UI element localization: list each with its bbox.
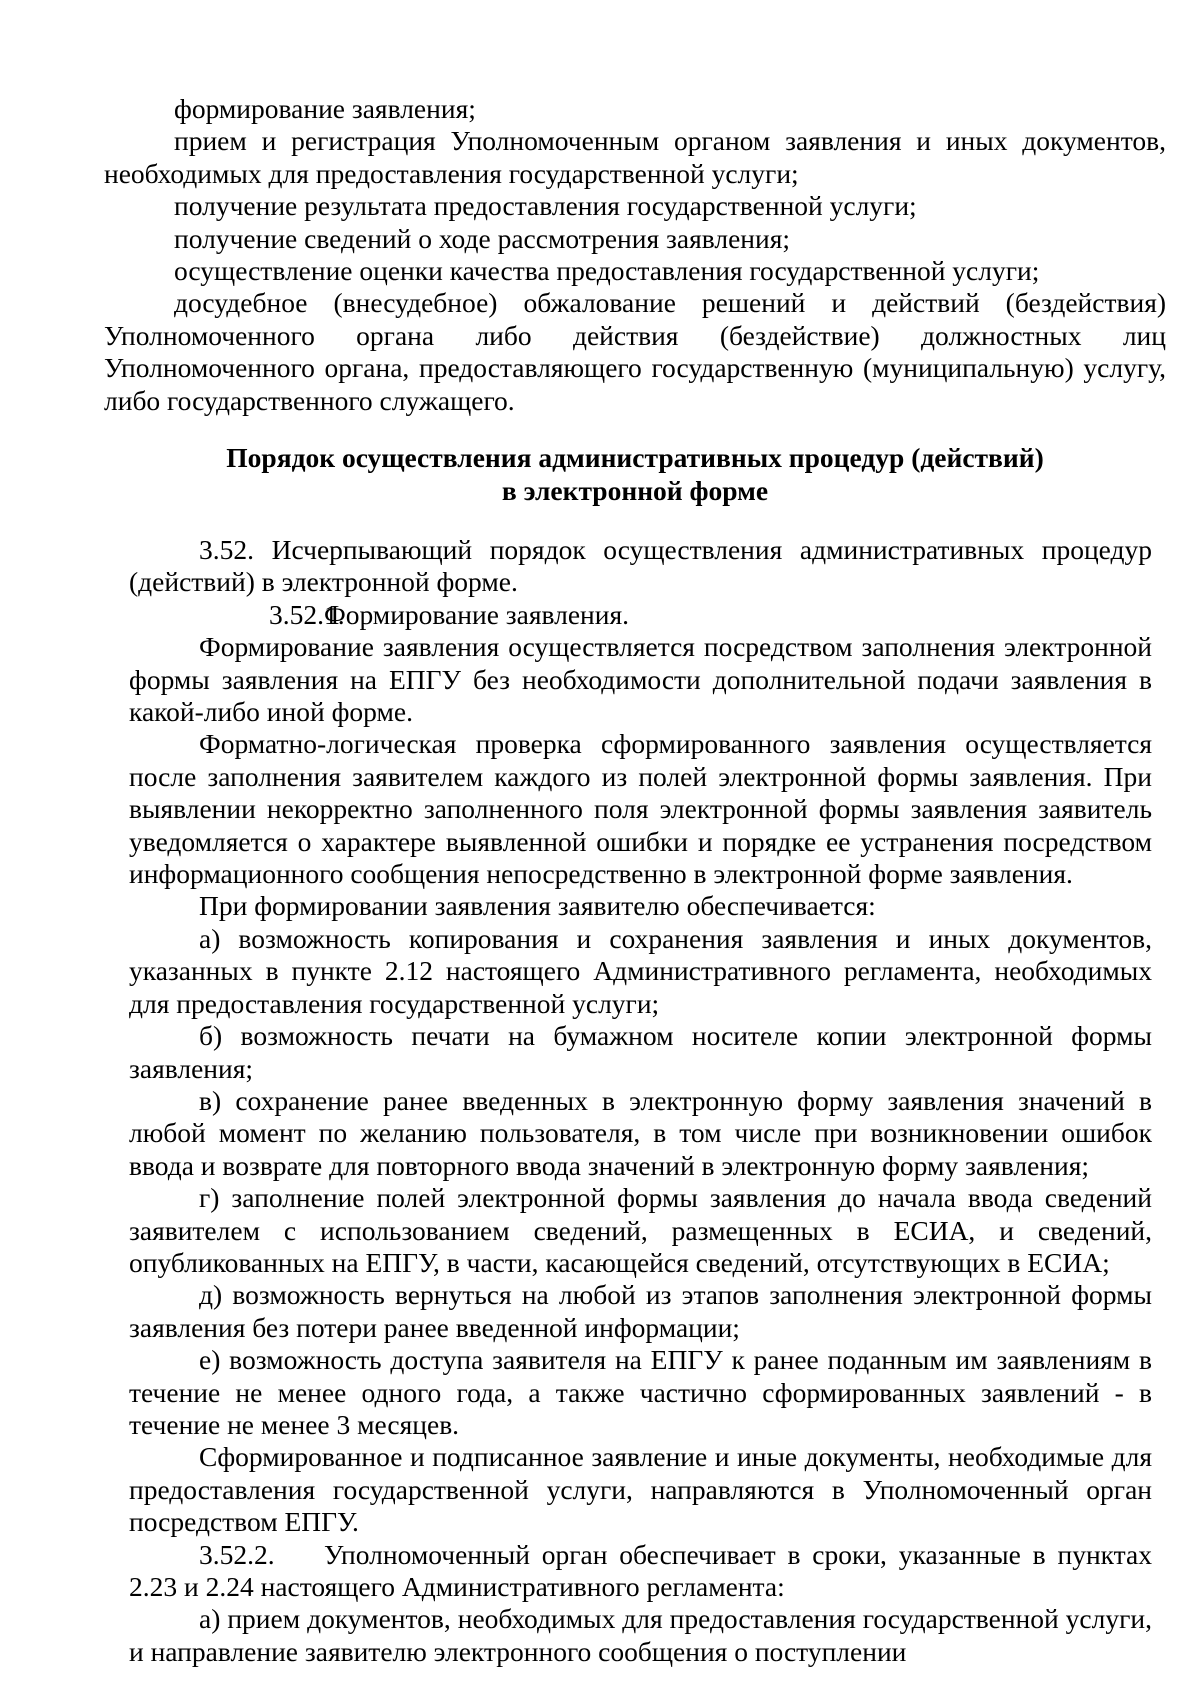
intro-item-2: прием и регистрация Уполномоченным органом заявления и иных документов, необходимых для предоставления государственной услуги; — [104, 125, 1166, 189]
intro-item-5: осуществление оценки качества предоставления государственной услуги; — [174, 255, 1040, 287]
clause-3-52-2-text: Уполномоченный орган обеспечивает в сроки, указанные в пунктах 2.23 и 2.24 настоящего Административного регламента: — [129, 1538, 1152, 1602]
paragraph-submission: Сформированное и подписанное заявление и иные документы, необходимые для предоставления государственной услуги, направляются в Уполномоченный орган посредством ЕПГУ. — [129, 1441, 1152, 1538]
clause-3-52-2-number: 3.52.2. — [199, 1538, 275, 1570]
paragraph-format-check: Форматно-логическая проверка сформированного заявления осуществляется после заполнения заявителем каждого из полей электронной формы заявления. При выявлении некорректно заполненного поля электронной формы заявления заявитель уведомляется о характере выявленной ошибки и порядке ее устранения посредством информационного сообщения непосредственно в электронной форме заявления. — [129, 728, 1152, 890]
intro-item-4: получение сведений о ходе рассмотрения заявления; — [174, 222, 790, 254]
paragraph-provided-list-intro: При формировании заявления заявителю обеспечивается: — [199, 890, 876, 922]
clause-3-52: 3.52. Исчерпывающий порядок осуществления административных процедур (действий) в электронной форме. — [129, 534, 1152, 598]
main-body — [129, 534, 1152, 1668]
section-heading-line-2: в электронной форме — [501, 475, 769, 506]
intro-list — [104, 93, 1166, 417]
intro-item-1: формирование заявления; — [174, 93, 476, 124]
intro-item-6: досудебное (внесудебное) обжалование решений и действий (бездействия) Уполномоченного органа либо действия (бездействие) должностных лиц Уполномоченного органа, предоставляющего государственную (муниципальную) услугу, либо государственного служащего. — [104, 287, 1166, 416]
list-item-v: в) сохранение ранее введенных в электронную форму заявления значений в любой момент по желанию пользователя, в том числе при возникновении ошибок ввода и возврате для повторного ввода значений в электронную форму заявления; — [129, 1084, 1152, 1181]
clause-3-52-1-header — [129, 599, 1152, 631]
clause-3-52-2 — [129, 1539, 1152, 1604]
paragraph-epgu-forming: Формирование заявления осуществляется посредством заполнения электронной формы заявления на ЕПГУ без необходимости дополнительной подачи заявления в какой-либо иной форме. — [129, 631, 1152, 728]
list-item-g: г) заполнение полей электронной формы заявления до начала ввода сведений заявителем с использованием сведений, размещенных в ЕСИА, и сведений, опубликованных на ЕПГУ, в части, касающейся сведений, отсутствующих в ЕСИА; — [129, 1182, 1152, 1278]
list-item-b: б) возможность печати на бумажном носителе копии электронной формы заявления; — [129, 1020, 1152, 1084]
list-item-a: а) возможность копирования и сохранения заявления и иных документов, указанных в пункте 2.12 настоящего Административного регламента, необходимых для предоставления государственной услуги; — [129, 922, 1152, 1019]
list-item-a-2: а) прием документов, необходимых для предоставления государственной услуги, и направление заявителю электронного сообщения о поступлении — [129, 1603, 1152, 1667]
section-heading — [104, 441, 1166, 507]
section-heading-line-1: Порядок осуществления административных процедур (действий) — [226, 442, 1044, 473]
clause-3-52-1-title: Формирование заявления. — [324, 598, 629, 630]
list-item-d: д) возможность вернуться на любой из этапов заполнения электронной формы заявления без потери ранее введенной информации; — [129, 1279, 1152, 1343]
clause-3-52-1-number: 3.52.1. — [269, 598, 345, 630]
intro-item-3: получение результата предоставления государственной услуги; — [174, 190, 917, 222]
list-item-e: е) возможность доступа заявителя на ЕПГУ к ранее поданным им заявлениям в течение не менее одного года, а также частично сформированных заявлений - в течение не менее 3 месяцев. — [129, 1344, 1152, 1440]
